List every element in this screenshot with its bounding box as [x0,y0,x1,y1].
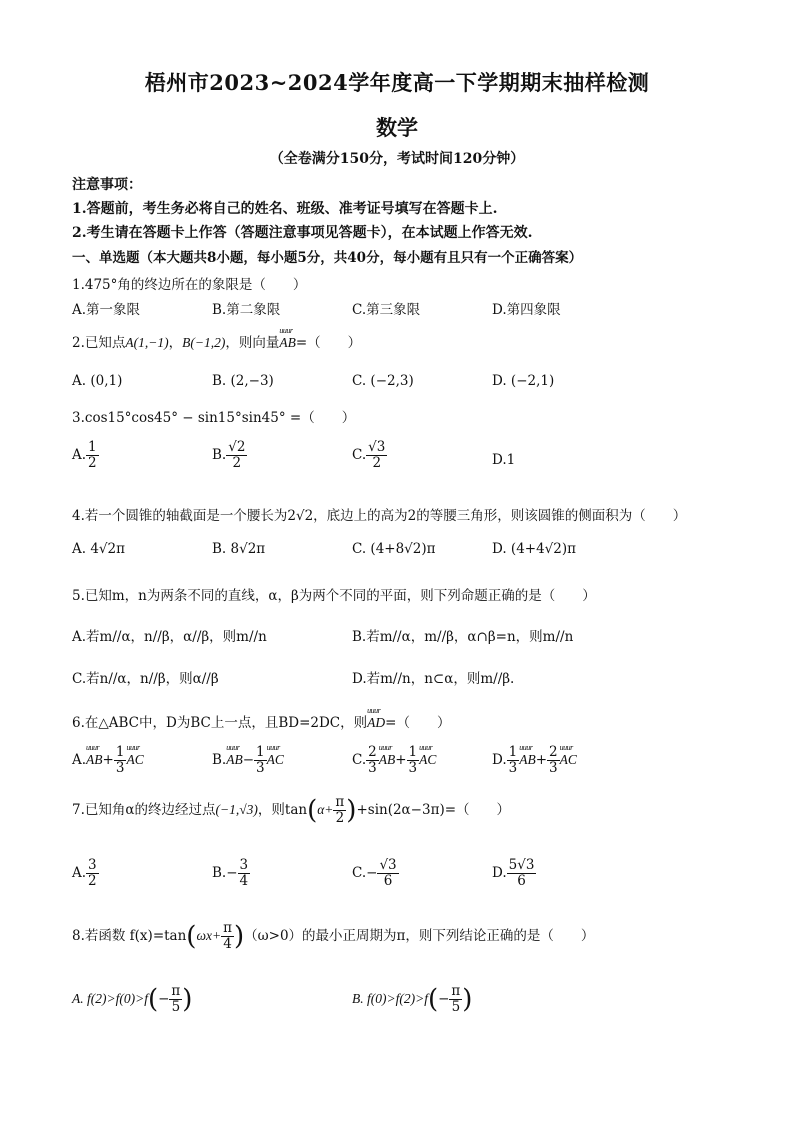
denominator: 6 [383,872,393,889]
q1-option-d: D.第四象限 [492,302,561,318]
numerator: 1 [408,744,418,760]
denominator: 2 [232,454,242,471]
q2-option-c: C. (−2,3) [352,373,414,389]
fraction [238,858,251,889]
question-2-stem: 2.已知点A(1,−1)，B(−1,2)，则向量uuur AB=（ ） [72,331,361,351]
q4-option-a: A. 4√2π [72,541,125,557]
q5-option-b: B.若m//α，m//β，α∩β=n，则m//n [352,629,574,645]
denominator: 3 [508,759,518,776]
q1-option-a: A.第一象限 [72,302,141,318]
vector: uuur AB [519,752,536,768]
question-8-stem [72,921,594,952]
numerator: 1 [115,744,125,760]
paren-open: ( [427,984,439,1015]
q1-option-c: C.第三象限 [352,302,421,318]
exam-info: （全卷满分150分，考试时间120分钟） [269,151,525,167]
vector: uuur AC [560,752,577,768]
q2-point-b: B(−1,2) [182,335,226,350]
q6-a-label: A. [72,751,87,768]
paren-open: ( [307,795,318,826]
denominator: 5 [451,998,461,1015]
q7-suffix: +sin(2α−3π)=（ ） [356,801,511,818]
vector: uuur AC [267,752,284,768]
numerator: √3 [368,439,386,455]
note-item-1: 1.答题前，考生务必将自己的姓名、班级、准考证号填写在答题卡上. [72,201,498,217]
numerator: 5√3 [508,857,535,873]
question-1-stem: 1.475°角的终边所在的象限是（ ） [72,277,307,293]
q8-condition: （ω>0）的最小正周期为π，则下列结论正确的是（ ） [244,927,595,944]
vector: uuur AC [419,752,436,768]
q1-option-b: B.第二象限 [212,302,281,318]
q7-point: (−1,√3) [215,801,258,817]
q6-vector-ad: uuur AD [367,715,385,731]
question-4-stem: 4.若一个圆锥的轴截面是一个腰长为2√2，底边上的高为2的等腰三角形，则该圆锥的侧面积为（ ） [72,508,687,524]
question-7-stem [72,795,510,826]
numerator: 2 [549,744,558,760]
q3-a-fraction [86,440,99,471]
q2-option-b: B. (2,−3) [212,373,274,389]
question-6-stem [72,711,450,731]
fraction [86,858,99,889]
numerator: π [171,983,181,999]
paren-close: ) [182,984,193,1015]
denominator: 3 [549,759,558,776]
q6-b-label: B. [212,751,227,768]
denominator: 2 [88,872,97,889]
numerator: π [451,983,461,999]
q7-prefix: 7.已知角α的终边经过点 [72,801,216,818]
q7-option-b [212,858,250,889]
denominator: 3 [256,759,265,776]
fraction [114,745,127,776]
fraction [407,745,420,776]
q2-vector-ab: uuur AB [279,335,296,351]
q7-arg: α+ [317,801,334,817]
exam-title: 梧州市2023~2024学年度高一下学期期末抽样检测 [144,70,650,95]
q5-option-a: A.若m//α，n//β，α//β，则m//n [72,629,267,645]
paren-close: ) [346,795,357,826]
q2-option-d: D. (−2,1) [492,373,555,389]
vector: uuur AC [126,752,143,768]
notes-heading: 注意事项： [72,177,142,193]
numerator: √2 [228,439,246,455]
q4-option-b: B. 8√2π [212,541,266,557]
q3-b-label: B. [212,446,227,463]
q4-option-c: C. (4+8√2)π [352,541,436,557]
q6-suffix: =（ ） [385,715,451,731]
subject-title: 数学 [376,115,418,140]
q8-option-a [72,984,192,1015]
numerator: 1 [508,744,518,760]
denominator: 3 [115,759,125,776]
operator: − [242,751,255,768]
numerator: 3 [88,857,97,873]
q5-option-c: C.若n//α，n//β，则α//β [72,671,219,687]
q6-c-label: C. [352,751,367,768]
numerator: √3 [379,857,397,873]
q7-c-label: C.− [352,864,378,881]
q3-b-fraction [226,440,247,471]
q3-c-fraction [366,440,387,471]
numerator: π [223,920,232,936]
q3-option-d: D.1 [492,452,516,468]
q6-option-d [492,745,577,776]
numerator: 2 [368,744,377,760]
q6-option-b [212,745,284,776]
section-heading: 一、单选题（本大题共8小题，每小题5分，共40分，每小题有且只有一个正确答案） [72,250,583,266]
q7-mid: ，则tan [257,801,308,818]
question-3-stem: 3.cos15°cos45° − sin15°sin45° =（ ） [72,410,356,426]
denominator: 2 [88,454,97,471]
denominator: 3 [368,759,377,776]
q7-option-c [352,858,399,889]
fraction [507,858,537,889]
vector: uuur AB [86,752,103,768]
numerator: 1 [256,744,265,760]
numerator: 3 [239,857,249,873]
note-item-2: 2.考生请在答题卡上作答（答题注意事项见答题卡），在本试题上作答无效. [72,225,533,241]
denominator: 4 [239,872,249,889]
q7-a-label: A. [72,864,87,881]
vector: uuur AB [379,752,396,768]
q2-suffix: =（ ） [295,335,362,351]
fraction [547,745,560,776]
denominator: 6 [517,872,526,889]
denominator: 2 [372,454,382,471]
q6-d-label: D. [492,751,507,768]
q5-option-d: D.若m//n，n⊂α，则m//β. [352,671,515,687]
fraction [507,745,520,776]
denominator: 2 [335,809,345,826]
q7-option-d [492,858,536,889]
q3-option-a [72,440,99,471]
q2-prefix: 2.已知点 [72,335,126,351]
q7-option-a [72,858,99,889]
q3-c-label: C. [352,446,367,463]
fraction [333,795,346,826]
q8-arg: ωx+ [196,927,222,943]
q3-option-b [212,440,247,471]
q4-option-d: D. (4+4√2)π [492,541,577,557]
fraction [221,921,234,952]
q8-prefix: 8.若函数 f(x)=tan [72,927,187,944]
denominator: 3 [408,759,418,776]
q3-option-c [352,440,387,471]
question-5-stem: 5.已知m，n为两条不同的直线，α，β为两个不同的平面，则下列命题正确的是（ ） [72,588,596,604]
fraction [366,745,379,776]
q7-b-label: B.− [212,864,238,881]
paren-open: ( [186,921,197,952]
fraction [377,858,398,889]
fraction [254,745,267,776]
operator: + [102,751,114,768]
paren-open: ( [147,984,159,1015]
vector: uuur AB [226,752,243,768]
q3-a-label: A. [72,446,87,463]
q6-option-a [72,745,144,776]
q8-a-text: A. f(2)>f(0)>f [72,990,148,1006]
denominator: 5 [171,998,181,1015]
minus: − [158,990,170,1007]
minus: − [438,990,450,1007]
numerator: π [335,794,345,810]
q2-mid: ，则向量 [225,335,280,351]
paren-close: ) [462,984,473,1015]
q2-option-a: A. (0,1) [72,373,123,389]
fraction [169,984,182,1015]
numerator: 1 [88,439,97,455]
q7-d-label: D. [492,864,507,881]
operator: + [535,751,548,768]
q8-b-text: B. f(0)>f(2)>f [352,990,428,1006]
fraction [449,984,462,1015]
q2-point-a: A(1,−1) [125,335,169,350]
denominator: 4 [223,935,232,952]
q6-stem-text: 6.在△ABC中，D为BC上一点，且BD=2DC，则 [72,715,368,731]
q6-option-c [352,745,436,776]
operator: + [395,751,407,768]
paren-close: ) [233,921,245,952]
q8-option-b [352,984,472,1015]
